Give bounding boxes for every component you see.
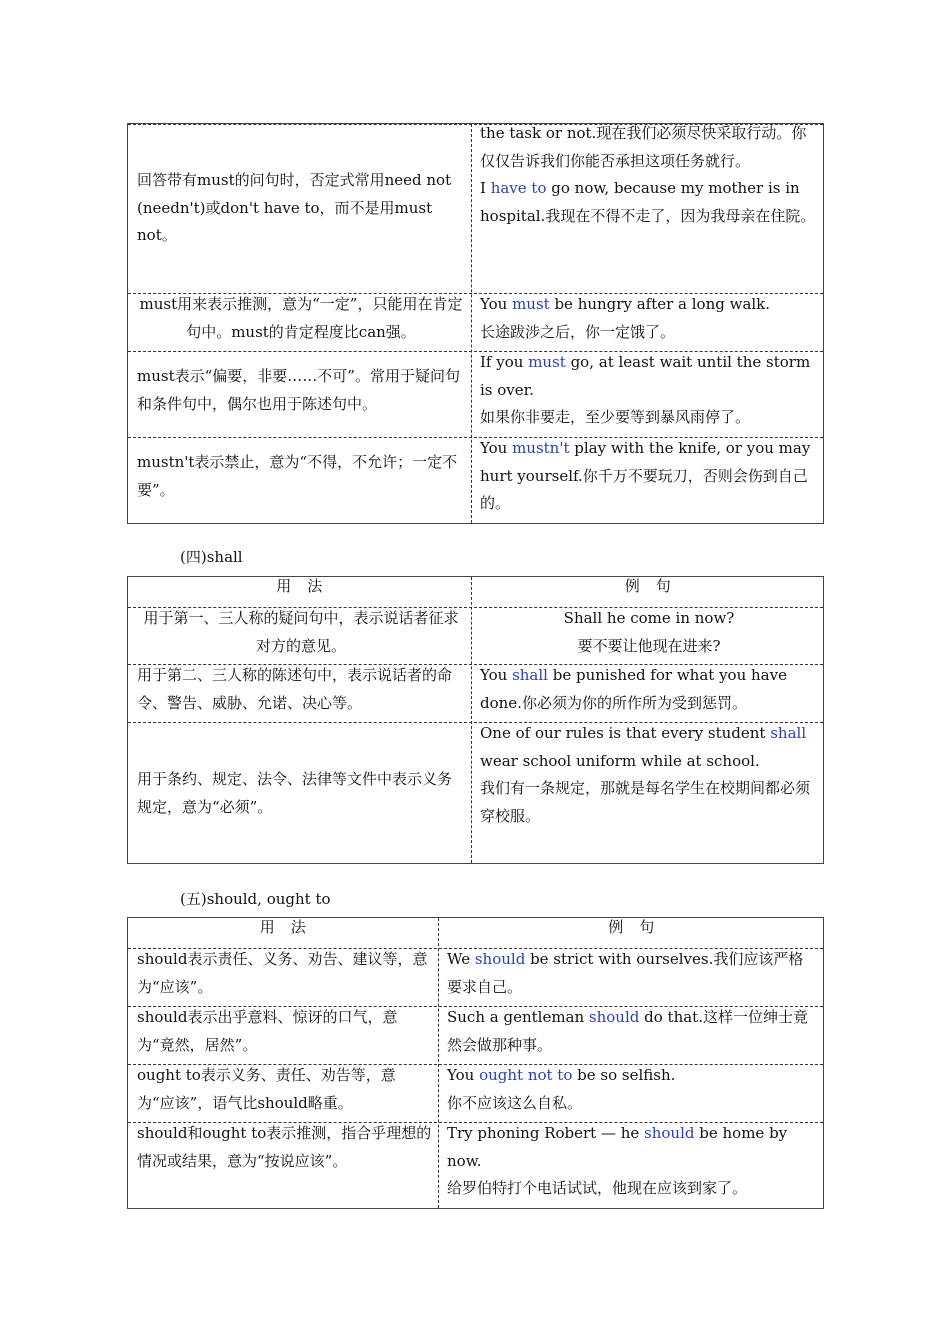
highlighted-modal-verb: shall	[770, 724, 807, 742]
example-text: If you	[480, 353, 529, 371]
usage-text: 用于第二、三人称的陈述句中，表示说话者的命令、警告、威胁、允诺、决心等。	[137, 666, 453, 712]
example-text: be so selfish. 你不应该这么自私。	[447, 1066, 676, 1112]
example-cell	[439, 1120, 824, 1203]
usage-cell	[128, 1004, 438, 1059]
table-row	[128, 437, 823, 523]
usage-cell	[128, 662, 471, 717]
example-text: be home by now. 给罗伯特打个电话试试，他现在应该到家了。	[447, 1124, 788, 1197]
usage-cell	[128, 363, 471, 418]
example-text: be punished for what you have done.你必须为你的所作所为受到惩罚。	[480, 666, 792, 712]
table-row	[128, 722, 823, 863]
usage-cell	[128, 1062, 438, 1117]
header-usage: 用 法	[276, 577, 323, 595]
table-header-row	[128, 577, 823, 607]
example-text: Shall he come in now? 要不要让他现在进来?	[563, 609, 735, 655]
usage-cell	[128, 723, 471, 864]
usage-text: mustn't表示禁止，意为“不得，不允许；一定不要”。	[137, 453, 458, 499]
example-text: You	[480, 666, 513, 684]
example-cell	[439, 946, 824, 1001]
usage-text: 用于条约、规定、法令、法律等文件中表示义务规定，意为“必须”。	[137, 770, 453, 816]
should-table	[127, 917, 824, 1209]
example-text: One of our rules is that every student	[480, 724, 771, 742]
usage-text: should表示出乎意料、惊讶的口气，意为“竟然，居然”。	[137, 1008, 398, 1054]
table-row	[128, 664, 823, 722]
highlighted-modal-verb: should	[588, 1008, 640, 1026]
section-heading-shall: (四)shall	[180, 548, 243, 566]
usage-text: ought to表示义务、责任、劝告等，意为“应该”，语气比should略重。	[137, 1066, 396, 1112]
example-cell	[439, 1004, 824, 1059]
section-heading-should: (五)should, ought to	[180, 890, 331, 908]
header-example: 例 句	[624, 577, 672, 595]
table-row	[128, 124, 823, 293]
usage-cell	[128, 124, 471, 293]
usage-text: should和ought to表示推测，指合乎理想的情况或结果，意为“按说应该”。	[137, 1124, 432, 1170]
highlighted-modal-verb: ought not to	[479, 1066, 573, 1084]
example-text: be strict with ourselves.我们应该严格要求自己。	[447, 950, 804, 996]
example-text: go, at least wait until the storm is over. 如果你非要走，至少要等到暴风雨停了。	[480, 353, 811, 426]
highlighted-modal-verb: must	[528, 353, 566, 371]
example-cell	[472, 662, 824, 717]
usage-text: must用来表示推测，意为“一定”，只能用在肯定句中。must的肯定程度比can强。	[139, 295, 463, 341]
usage-cell	[128, 1120, 438, 1175]
table-row	[128, 607, 823, 664]
must-table	[127, 123, 824, 524]
example-text: play with the knife, or you may hurt yourself.你千万不要玩刀，否则会伤到自己的。	[480, 439, 816, 512]
highlighted-modal-verb: have to	[490, 179, 547, 197]
example-cell	[472, 720, 824, 830]
highlighted-modal-verb: should	[644, 1124, 695, 1142]
usage-text: must表示“偏要，非要……不可”。常用于疑问句和条件句中，偶尔也用于陈述句中。	[137, 367, 460, 413]
example-text: go now, because my mother is in hospital.我现在不得不走了，因为我母亲在住院。	[480, 179, 816, 225]
highlighted-modal-verb: shall	[512, 666, 548, 684]
table-row	[128, 1122, 823, 1208]
usage-cell	[128, 605, 471, 660]
example-cell	[472, 349, 824, 432]
example-cell	[472, 605, 824, 660]
usage-cell	[128, 449, 471, 504]
table-header-row	[128, 918, 823, 948]
table-row	[128, 293, 823, 351]
highlighted-modal-verb: mustn't	[512, 439, 570, 457]
usage-cell	[128, 946, 438, 1001]
example-cell	[472, 435, 824, 518]
example-cell	[439, 1062, 824, 1117]
example-text: We	[447, 950, 475, 968]
highlighted-modal-verb: must	[512, 295, 550, 313]
example-cell	[472, 291, 824, 346]
example-text: Such a gentleman	[447, 1008, 589, 1026]
highlighted-modal-verb: should	[474, 950, 526, 968]
example-text: do that.这样一位绅士竟然会做那种事。	[447, 1008, 808, 1054]
table-row	[128, 1006, 823, 1064]
example-text: the task or not.现在我们必须尽快采取行动。你仅仅告诉我们你能否承担这项任务就行。	[480, 124, 807, 170]
example-text: You	[447, 1066, 480, 1084]
example-text: I	[480, 179, 486, 197]
example-text: You	[480, 439, 513, 457]
table-row	[128, 351, 823, 437]
example-text: be hungry after a long walk. 长途跋涉之后，你一定饿了。	[480, 295, 771, 341]
example-cell	[472, 120, 824, 230]
usage-text: should表示责任、义务、劝告、建议等，意为“应该”。	[137, 950, 428, 996]
example-text: You	[480, 295, 513, 313]
usage-text: 用于第一、三人称的疑问句中，表示说话者征求对方的意见。	[143, 609, 459, 655]
header-example: 例 句	[608, 918, 655, 936]
table-row	[128, 1064, 823, 1122]
usage-cell	[128, 291, 471, 346]
example-text: Try phoning Robert — he	[447, 1124, 645, 1142]
shall-table	[127, 576, 824, 864]
usage-text: 回答带有must的问句时，否定式常用need not (needn't)或don't have to，而不是用must not。	[137, 171, 452, 245]
example-text: wear school uniform while at school. 我们有一条规定，那就是每名学生在校期间都必须穿校服。	[480, 751, 811, 825]
table-row	[128, 948, 823, 1006]
header-usage: 用 法	[259, 918, 307, 936]
